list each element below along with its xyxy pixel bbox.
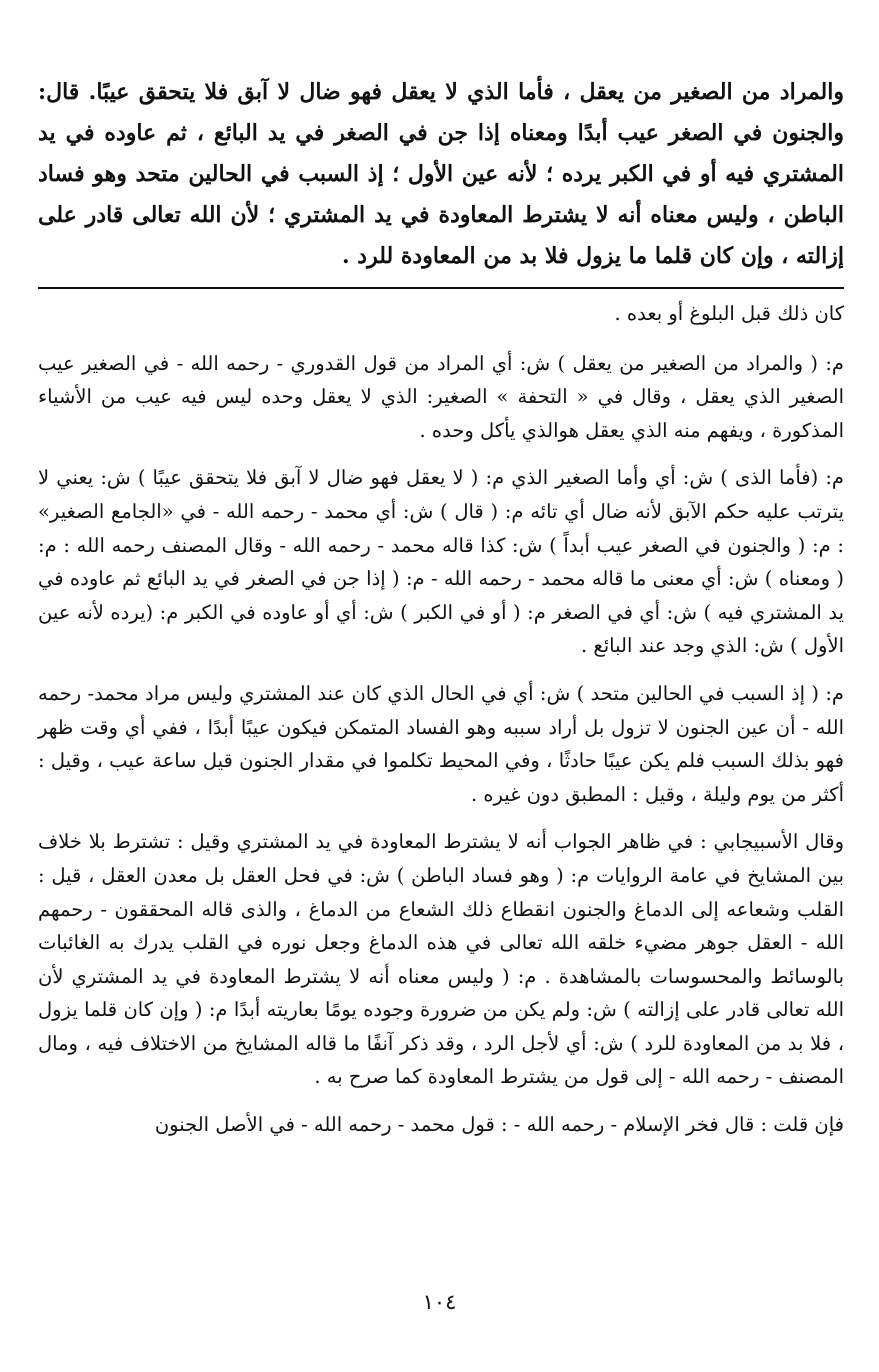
commentary-paragraph-5: فإن قلت : قال فخر الإسلام - رحمه الله - : قول محمد - رحمه الله - في الأصل الجنون xyxy=(154,1113,844,1137)
commentary-paragraph-1: م: ( والمراد من الصغير من يعقل ) ش: أي المراد من قول القدوري - رحمه الله - في الصغير عيب الصغير الذي يعقل ، وقال في « التحفة » الصغير: الذي لا يعقل وحده ليس فيه عيب من الأشياء المذكورة ، ويفهم منه الذي يعقل هوالذي يأكل وحده . xyxy=(38,351,844,442)
matn-text: والمراد من الصغير من يعقل ، فأما الذي لا يعقل فهو ضال لا آبق فلا يتحقق عيبًا. قال: والجنون في الصغر عيب أبدًا ومعناه إذا جن في الصغر في يد البائع ، ثم عاوده في يد المشتري فيه أو في الكبر يرده ؛ لأنه عين الأول ؛ إذ السبب في الحالين متحد وهو فساد الباطن ، وليس معناه أنه لا يشترط المعاودة في يد المشتري ؛ لأن الله تعالى قادر على إزالته ، وإن كان قلما ما يزول فلا بد من المعاودة للرد . xyxy=(38,79,844,269)
section-divider xyxy=(38,287,844,289)
page-number: ١٠٤ xyxy=(422,1290,457,1314)
commentary-paragraph-0: كان ذلك قبل البلوغ أو بعده . xyxy=(614,302,844,325)
commentary-paragraph-2: م: (فأما الذى ) ش: أي وأما الصغير الذي م: ( لا يعقل فهو ضال لا آبق فلا يتحقق عيبًا ) ش: يعني لا يترتب عليه حكم الآبق لأنه ضال أي تائه م: ( قال ) ش: أي محمد - رحمه الله - في «الجامع الصغير» : م: ( والجنون في الصغر عيب أبداً ) ش: كذا قاله محمد - رحمه الله - وقال المصنف رحمه الله : م: ( ومعناه ) ش: أي معنى ما قاله محمد - رحمه الله - م: ( إذا جن في الصغر في يد البائع ثم عاوده في يد المشتري فيه ) ش: أي في الصغر م: ( أو في الكبر ) ش: أي أو عاوده في الكبر م: (يرده لأنه عين الأول ) ش: الذي وجد عند البائع . xyxy=(38,466,844,658)
page-body xyxy=(38,72,844,1156)
commentary-paragraph-3: م: ( إذ السبب في الحالين متحد ) ش: أي في الحال الذي كان عند المشتري وليس مراد محمد- رحمه الله - أن عين الجنون لا تزول بل أراد سببه وهو الفساد المتمكن فيكون عيبًا أبدًا ، ففي أي وقت ظهر فهو بذلك السبب فلم يكن عيبًا حادثًا ، وفي المحيط تكلموا في مقدار الجنون قيل ساعة عيب ، وقيل : أكثر من يوم وليلة ، وقيل : المطبق دون غيره . xyxy=(38,681,844,806)
commentary-paragraph-4: وقال الأسبيجابي : في ظاهر الجواب أنه لا يشترط المعاودة في يد المشتري وقيل : تشترط بلا خلاف بين المشايخ في عامة الروايات م: ( وهو فساد الباطن ) ش: في فحل العقل بل معدن العقل ، قيل : القلب وشعاعه إلى الدماغ والجنون انقطاع ذلك الشعاع من الدماغ ، والذى قاله المحققون - رحمهم الله - العقل جوهر مضيء خلقه الله تعالى في هذه الدماغ وجعل نوره في القلب يدرك به الغائبات بالوسائط والمحسوسات بالمشاهدة . م: ( وليس معناه أنه لا يشترط المعاودة في يد المشتري لأن الله تعالى قادر على إزالته ) ش: ولم يكن من ضرورة وجوده يومًا بعاريته أبدًا م: ( وإن كان قلما يزول ، فلا بد من المعاودة للرد ) ش: أي لأجل الرد ، وقد ذكر آنفًا ما قاله المشايخ من الاختلاف فيه ، ومال المصنف - رحمه الله - إلى قول من يشترط المعاودة كما صرح به . xyxy=(38,830,844,1089)
